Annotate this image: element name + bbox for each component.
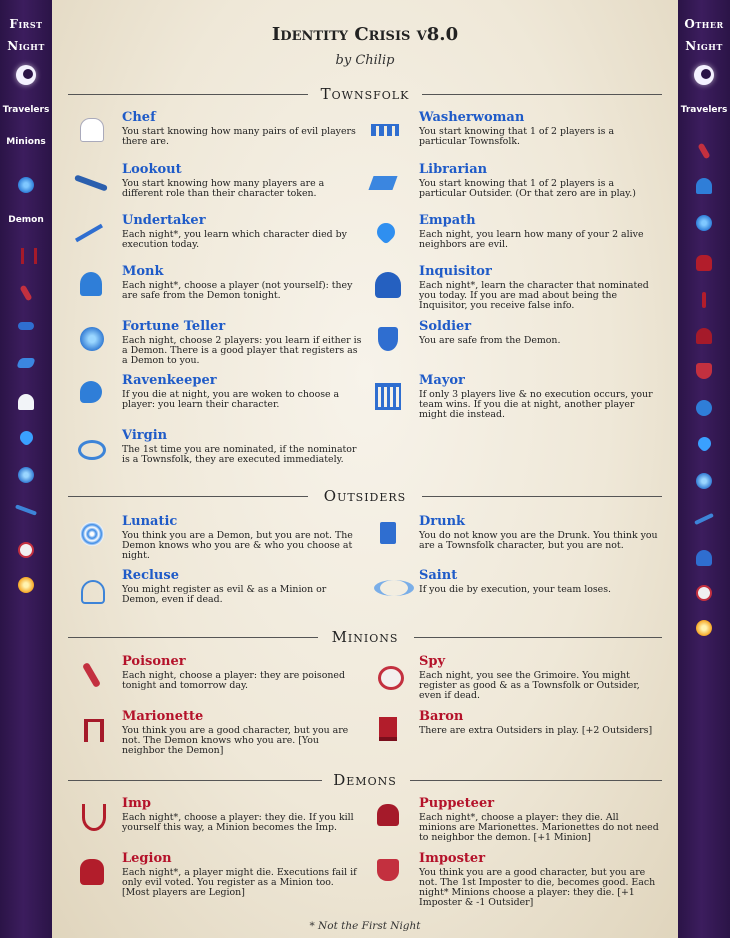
- section-outsiders: [52, 487, 678, 507]
- character-ability: You might register as evil & as a Minion or Demon, even if dead.: [122, 584, 327, 605]
- raven-icon: [80, 381, 102, 403]
- character-name: Imposter: [419, 851, 486, 866]
- section-demons: [52, 771, 678, 791]
- character-name: Fortune Teller: [122, 319, 226, 334]
- character-ability: You think you are a Demon, but you are not. The Demon knows who you are & who you choose at night.: [122, 530, 353, 561]
- character-ability: Each night*, learn the character that nominated you today. If you are mad about being the Inquisitor, you receive false info.: [419, 280, 649, 311]
- character-ability: Each night, you learn how many of your 2 alive neighbors are evil.: [419, 229, 644, 250]
- character-name: Inquisitor: [419, 264, 492, 279]
- vial-icon: [697, 143, 710, 160]
- character-ability: You do not know you are the Drunk. You think you are a Townsfolk character, but you are not.: [419, 530, 658, 551]
- laundry-icon: [18, 322, 34, 330]
- shovel-icon: [75, 224, 103, 242]
- spyglass-icon: [74, 174, 108, 191]
- character-ability: You start knowing that 1 of 2 players is a particular Townsfolk.: [419, 126, 615, 147]
- other-night-title: [678, 13, 730, 57]
- character-ability: Each night*, choose a player (not yourself): they are safe from the Demon tonight.: [122, 280, 353, 301]
- bloody-hand-icon: [80, 859, 104, 885]
- spy-eye-icon: [18, 542, 34, 558]
- puppet-hand-icon: [377, 804, 399, 826]
- first-night-demon-label: Demon: [8, 215, 44, 225]
- character-name: Spy: [419, 654, 446, 669]
- character-name: Legion: [122, 851, 172, 866]
- character-name: Puppeteer: [419, 796, 495, 811]
- dawn-icon: [696, 620, 712, 636]
- section-demons-label: Demons: [333, 771, 397, 789]
- other-night-title-line2: Night: [685, 39, 723, 53]
- crystal-ball-icon: [696, 473, 712, 489]
- character-name: Ravenkeeper: [122, 373, 217, 388]
- first-night-title: [0, 13, 52, 57]
- puppet-hand-icon: [696, 328, 712, 344]
- footnote: * Not the First Night: [309, 920, 421, 932]
- laundry-icon: [371, 124, 399, 136]
- first-night-travelers-label: Travelers: [2, 105, 50, 115]
- other-night-travelers-label: Travelers: [680, 105, 728, 115]
- character-name: Drunk: [419, 514, 466, 529]
- script-author: by Chilip: [335, 53, 395, 68]
- character-name: Lookout: [122, 162, 182, 177]
- dawn-icon: [18, 577, 34, 593]
- character-name: Mayor: [419, 373, 465, 388]
- character-ability: You start knowing how many pairs of evil players there are.: [122, 126, 356, 147]
- heart-icon: [17, 428, 35, 446]
- script-sheet: [52, 0, 678, 938]
- shield-icon: [378, 327, 398, 351]
- marionette-icon: [21, 248, 37, 264]
- chef-hat-icon: [18, 394, 34, 410]
- spyglass-icon: [15, 504, 37, 515]
- shovel-icon: [694, 513, 714, 525]
- character-name: Poisoner: [122, 654, 186, 669]
- section-townsfolk: [52, 85, 678, 105]
- character-ability: You think you are a good character, but you are not. The 1st Imposter to die, becomes good. Each night* Minions choose a player: they die. [+1 Imposter & -1 Outsider]: [419, 867, 656, 908]
- other-night-sidebar: [678, 0, 730, 938]
- character-name: Monk: [122, 264, 164, 279]
- first-night-title-line1: First: [9, 17, 43, 31]
- character-ability: If you die at night, you are woken to choose a player: you learn their character.: [122, 389, 340, 410]
- section-minions: [52, 628, 678, 648]
- character-ability: Each night, choose 2 players: you learn if either is a Demon. There is a good player that registers as a Demon to you.: [122, 335, 362, 366]
- marionette-icon: [84, 719, 104, 742]
- chef-hat-icon: [80, 118, 104, 142]
- raven-icon: [696, 400, 712, 416]
- moon-icon: [694, 65, 714, 85]
- heart-icon: [373, 219, 398, 244]
- character-ability: You start knowing that 1 of 2 players is a particular Outsider. (Or that zero are in play.): [419, 178, 636, 199]
- mask-icon: [696, 363, 712, 379]
- bloody-hand-icon: [696, 255, 712, 271]
- wings-icon: [374, 580, 414, 596]
- character-name: Lunatic: [122, 514, 178, 529]
- first-night-minions-label: Minions: [6, 137, 46, 147]
- character-name: Saint: [419, 568, 458, 583]
- section-minions-label: Minions: [331, 628, 399, 646]
- character-ability: If you die by execution, your team loses.: [419, 584, 612, 595]
- character-ability: Each night*, choose a player: they die. All minions are Marionettes. Marionettes do not need to neighbor the demon. [+1 Minion]: [419, 812, 659, 843]
- character-ability: If only 3 players live & no execution occurs, your team wins. If you die at night, another player might die instead.: [419, 389, 653, 420]
- lunatic-spiral-icon: [18, 177, 34, 193]
- character-name: Recluse: [122, 568, 179, 583]
- character-name: Washerwoman: [419, 110, 525, 125]
- hooded-figure-icon: [696, 550, 712, 566]
- character-name: Baron: [419, 709, 464, 724]
- first-night-title-line2: Night: [7, 39, 45, 53]
- hooded-figure-icon: [375, 272, 401, 298]
- top-hat-icon: [379, 717, 397, 741]
- rings-icon: [78, 440, 106, 460]
- book-icon: [368, 176, 397, 190]
- town-hall-icon: [375, 383, 401, 410]
- character-ability: Each night, choose a player: they are poisoned tonight and tomorrow day.: [122, 670, 345, 691]
- book-icon: [16, 358, 36, 368]
- character-ability: Each night*, you learn which character died by execution today.: [122, 229, 347, 250]
- script-title: Identity Crisis v8.0: [271, 24, 459, 45]
- other-night-title-line1: Other: [684, 17, 724, 31]
- character-name: Librarian: [419, 162, 488, 177]
- character-name: Chef: [122, 110, 156, 125]
- section-townsfolk-label: Townsfolk: [320, 85, 410, 103]
- character-ability: Each night*, a player might die. Executions fail if only evil voted. You register as a Minion too. [Most players are Legion]: [122, 867, 357, 898]
- spiral-icon: [80, 522, 104, 546]
- character-name: Virgin: [122, 428, 168, 443]
- section-outsiders-label: Outsiders: [323, 487, 407, 505]
- character-ability: Each night*, choose a player: they die. If you kill yourself this way, a Minion becomes the Imp.: [122, 812, 354, 833]
- character-ability: The 1st time you are nominated, if the nominator is a Townsfolk, they are executed immediately.: [122, 444, 357, 465]
- trident-icon: [702, 292, 706, 308]
- spy-eye-icon: [378, 666, 404, 690]
- lunatic-spiral-icon: [696, 215, 712, 231]
- character-ability: You start knowing how many players are a different role than their character token.: [122, 178, 325, 199]
- monk-icon: [80, 272, 102, 296]
- vial-icon: [19, 285, 32, 302]
- lamp-icon: [81, 580, 105, 604]
- trident-icon: [82, 804, 106, 831]
- character-ability: Each night, you see the Grimoire. You might register as good & as a Townsfolk or Outsider, even if dead.: [419, 670, 640, 701]
- mask-icon: [377, 859, 399, 881]
- first-night-sidebar: [0, 0, 52, 938]
- character-name: Soldier: [419, 319, 472, 334]
- spy-eye-icon: [696, 585, 712, 601]
- character-name: Undertaker: [122, 213, 206, 228]
- crystal-ball-icon: [18, 467, 34, 483]
- character-ability: You are safe from the Demon.: [419, 335, 561, 346]
- character-name: Imp: [122, 796, 151, 811]
- character-ability: There are extra Outsiders in play. [+2 Outsiders]: [419, 725, 653, 736]
- character-name: Empath: [419, 213, 476, 228]
- character-name: Marionette: [122, 709, 204, 724]
- crystal-ball-icon: [80, 327, 104, 351]
- heart-icon: [695, 434, 713, 452]
- tankard-icon: [380, 522, 396, 544]
- moon-icon: [16, 65, 36, 85]
- monk-icon: [696, 178, 712, 194]
- character-ability: You think you are a good character, but you are not. The Demon knows who you are. [You neighbor the Demon]: [122, 725, 349, 756]
- vial-icon: [82, 662, 101, 688]
